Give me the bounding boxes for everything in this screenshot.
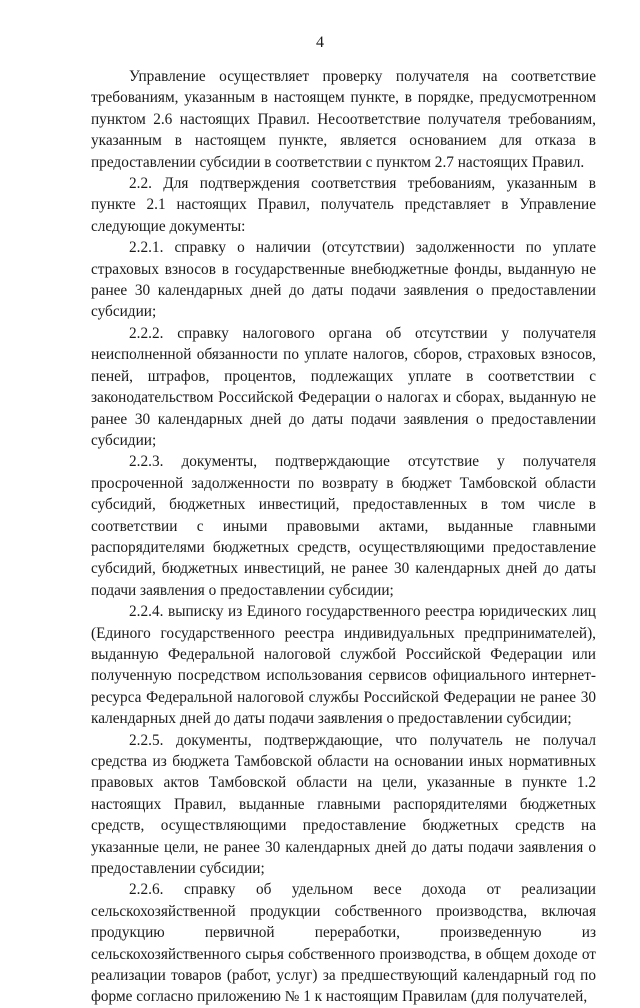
paragraph-2-2-2: 2.2.2. справку налогового органа об отсутствии у получателя неисполненной обязанности по уплате налогов, сборов, страховых взносов, пеней, штрафов, процентов, подлежащих уплате в соответствии с законодательством Российской Федерации о налогах и сборах, выданную не ранее 30 календарных дней до даты подачи заявления о предоставлении субсидии; — [91, 324, 596, 449]
paragraph-2-2-1: 2.2.1. справку о наличии (отсутствии) задолженности по уплате страховых взносов в государственные внебюджетные фонды, выданную не ранее 30 календарных дней до даты подачи заявления о предоставлении субсидии; — [91, 239, 596, 321]
paragraph-2-2: 2.2. Для подтверждения соответствия требованиям, указанным в пункте 2.1 настоящих Правил, получатель представляет в Управление следующие документы: — [91, 175, 596, 235]
paragraph-verification: Управление осуществляет проверку получателя на соответствие требованиям, указанным в настоящем пункте, в порядке, предусмотренном пунктом 2.6 настоящих Правил. Несоответствие получателя требованиям, указанным в настоящем пункте, является основанием для отказа в предоставлении субсидии в соответствии с пунктом 2.7 настоящих Правил. — [91, 68, 596, 171]
document-body — [91, 66, 596, 1008]
paragraph-2-2-5: 2.2.5. документы, подтверждающие, что получатель не получал средства из бюджета Тамбовской области на основании иных нормативных правовых актов Тамбовской области на цели, указанные в пункте 1.2 настоящих Правил, выданные главными распорядителями бюджетных средств, осуществляющими предоставление бюджетных средств на указанные цели, не ранее 30 календарных дней до даты подачи заявления о предоставлении субсидии; — [91, 731, 596, 878]
paragraph-2-2-6: 2.2.6. справку об удельном весе дохода от реализации сельскохозяйственной продукции собственного производства, включая продукцию первичной переработки, произведенную из сельскохозяйственного сырья собственного производства, в общем доходе от реализации товаров (работ, услуг) за предшествующий календарный год по форме согласно приложению № 1 к настоящим Правилам (для получателей, — [91, 881, 596, 1006]
page-number: 4 — [316, 34, 324, 51]
paragraph-2-2-3: 2.2.3. документы, подтверждающие отсутствие у получателя просроченной задолженности по возврату в бюджет Тамбовской области субсидий, бюджетных инвестиций, предоставленных в том числе в соответствии с иными правовыми актами, выданные главными распорядителями бюджетных средств, осуществляющими предоставление субсидий, бюджетных инвестиций, не ранее 30 календарных дней до даты подачи заявления о предоставлении субсидии; — [91, 453, 596, 599]
paragraph-2-2-4: 2.2.4. выписку из Единого государственного реестра юридических лиц (Единого государственного реестра индивидуальных предпринимателей), выданную Федеральной налоговой службой Российской Федерации или полученную посредством использования сервисов официального интернет-ресурса Федеральной налоговой службы Российской Федерации не ранее 30 календарных дней до даты подачи заявления о предоставлении субсидии; — [91, 603, 596, 728]
